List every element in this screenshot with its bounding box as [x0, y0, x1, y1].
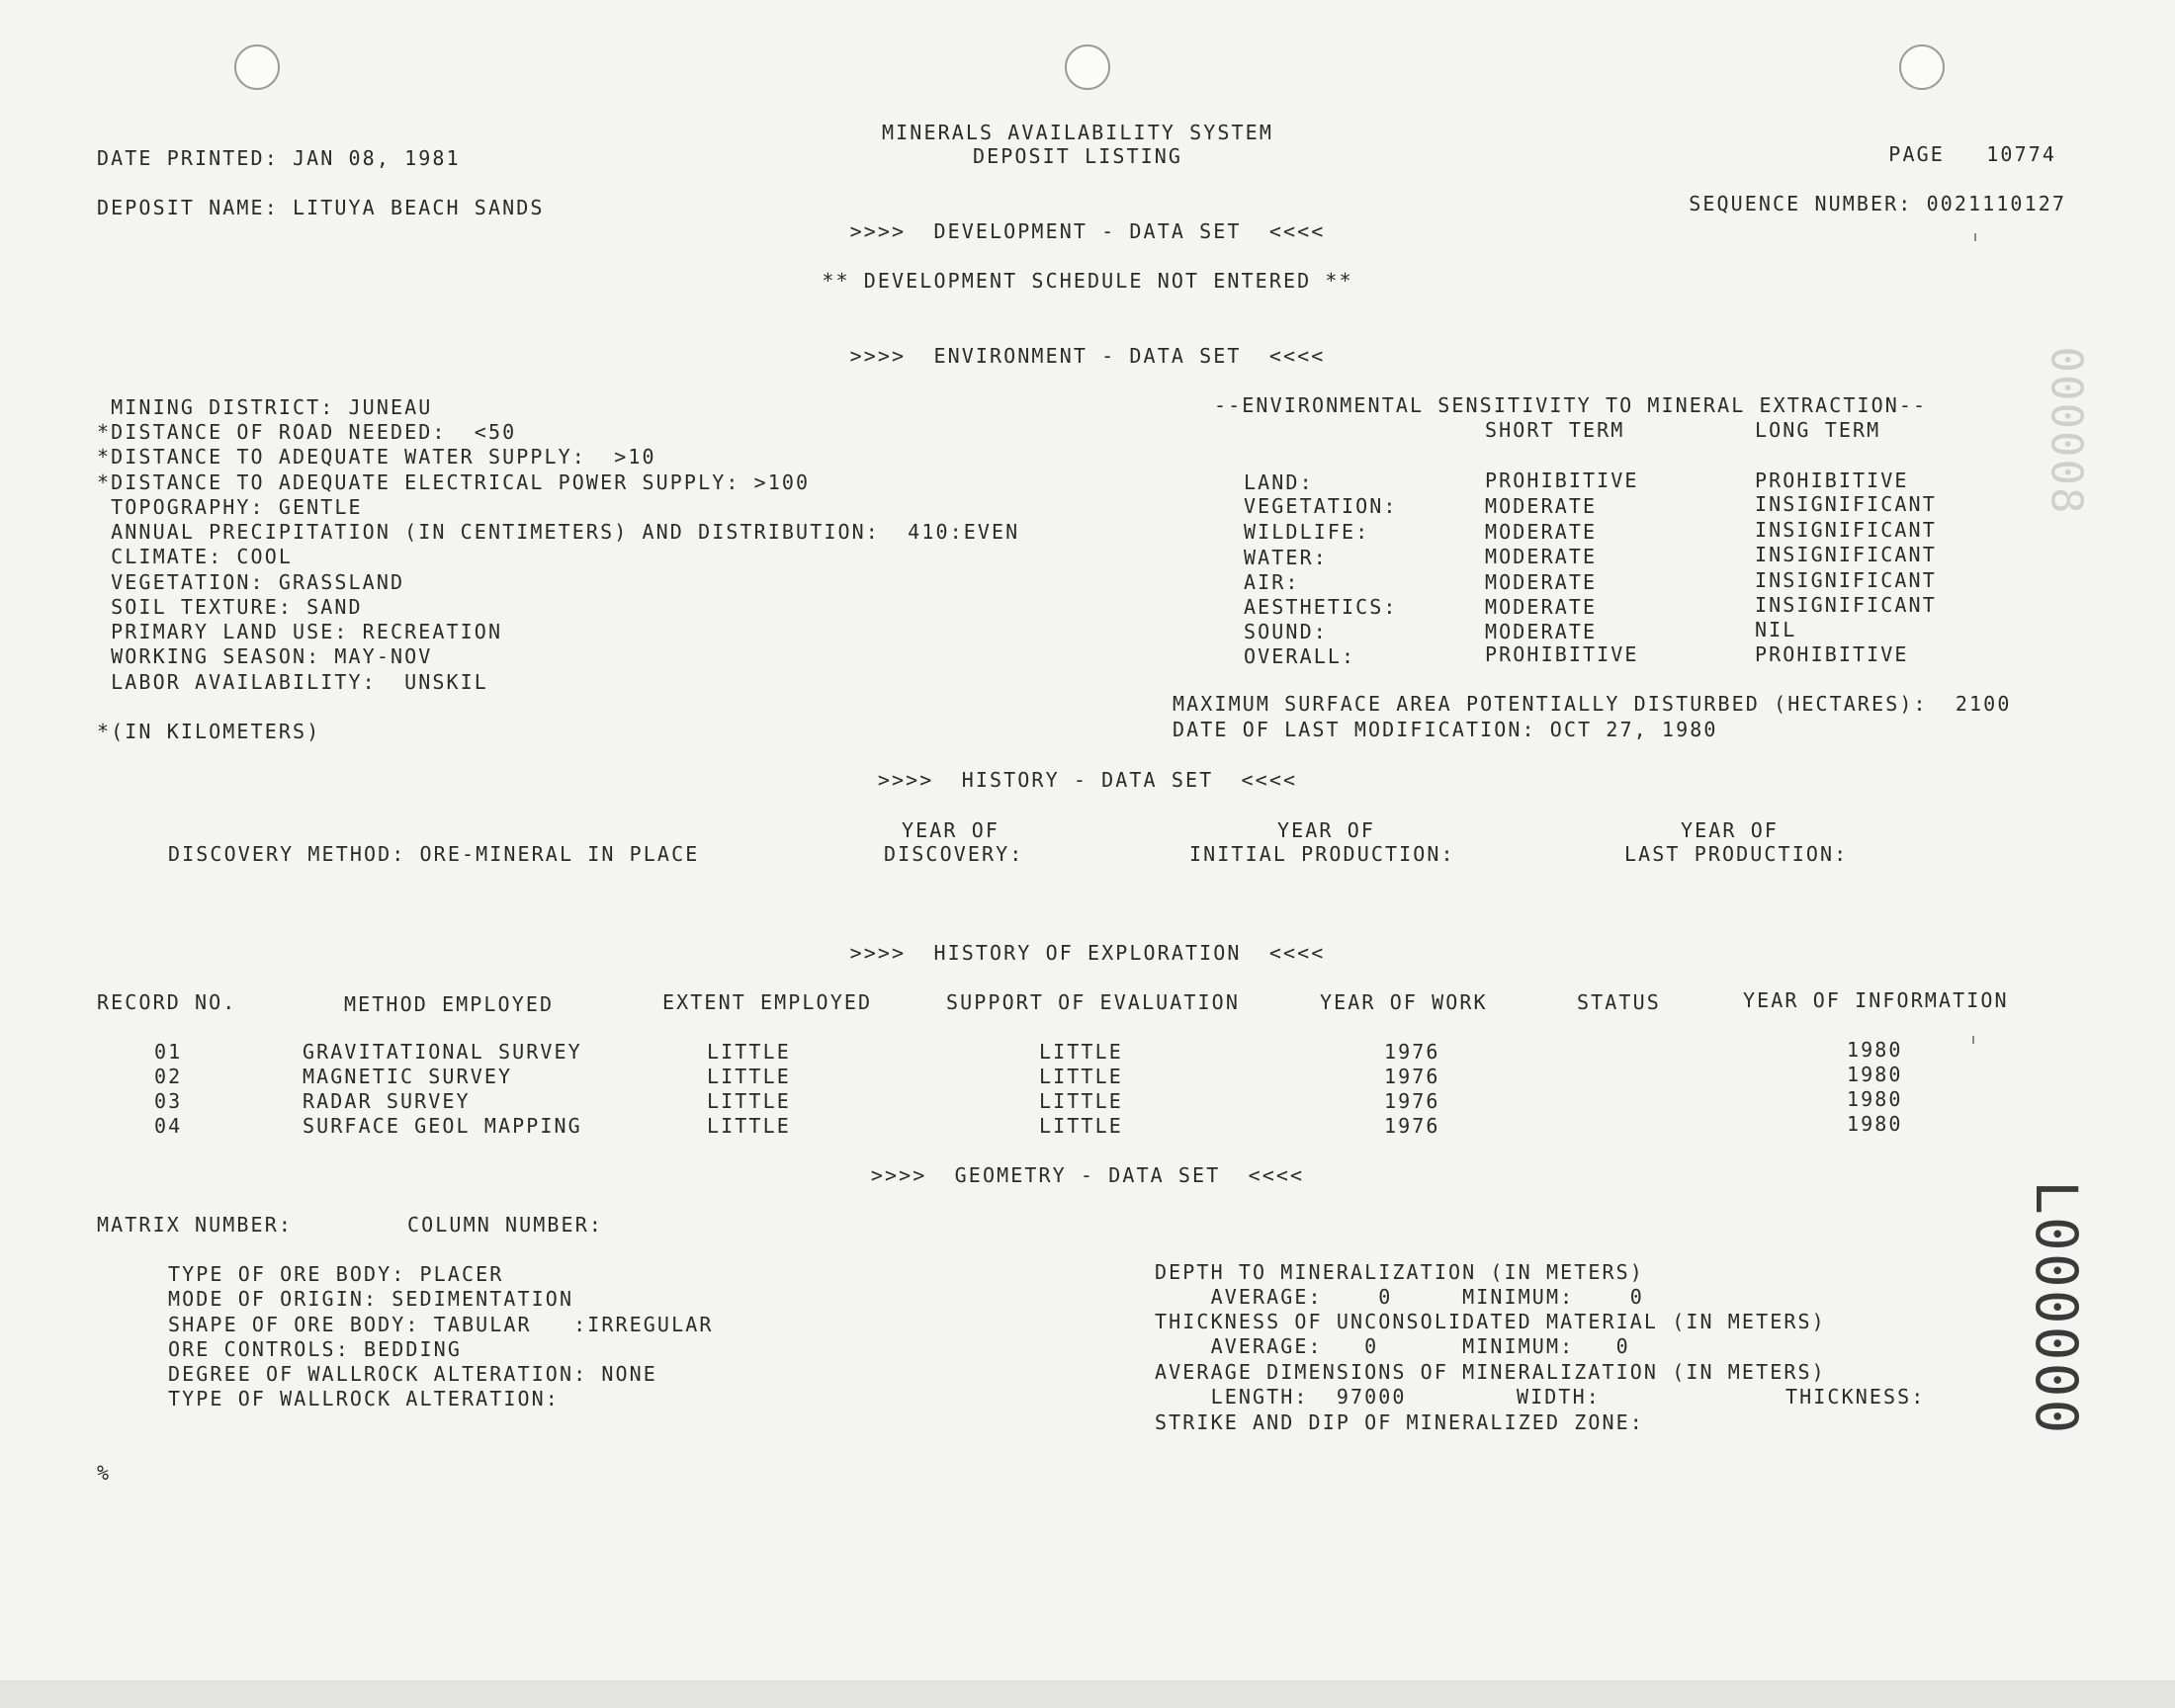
sensitivity-long: PROHIBITIVE [1755, 469, 1909, 492]
initial-production-label-2: INITIAL PRODUCTION: [1189, 842, 1455, 866]
env-line: SOIL TEXTURE: SAND [97, 595, 363, 619]
table-cell-record: 04 [154, 1114, 183, 1138]
sensitivity-short: MODERATE [1485, 545, 1598, 568]
env-line: *DISTANCE TO ADEQUATE ELECTRICAL POWER SUPPLY: >100 [97, 470, 811, 494]
col-header-year-work: YEAR OF WORK [1320, 990, 1488, 1014]
table-cell-method: MAGNETIC SURVEY [303, 1065, 513, 1088]
short-term-label: SHORT TERM [1485, 418, 1625, 442]
development-note: ** DEVELOPMENT SCHEDULE NOT ENTERED ** [822, 269, 1353, 293]
year-of-discovery-label-1: YEAR OF [902, 818, 1000, 842]
last-production-label-2: LAST PRODUCTION: [1624, 842, 1849, 866]
sensitivity-long: INSIGNIFICANT [1755, 543, 1937, 566]
exploration-heading: >>>> HISTORY OF EXPLORATION <<<< [849, 941, 1326, 965]
geometry-line: DEGREE OF WALLROCK ALTERATION: NONE [168, 1362, 657, 1386]
print-mark [1972, 1036, 1974, 1044]
last-production-label-1: YEAR OF [1681, 818, 1779, 842]
table-cell-year-info: 1980 [1847, 1038, 1903, 1062]
year-of-discovery-label-2: DISCOVERY: [884, 842, 1024, 866]
width-label: WIDTH: [1517, 1385, 1601, 1409]
geometry-line: TYPE OF ORE BODY: PLACER [168, 1262, 504, 1286]
env-line: TOPOGRAPHY: GENTLE [97, 495, 363, 519]
initial-production-label-1: YEAR OF [1277, 818, 1375, 842]
sensitivity-short: PROHIBITIVE [1485, 469, 1639, 492]
sensitivity-long: NIL [1755, 618, 1797, 641]
stamp-number: L000000 [2023, 1180, 2090, 1436]
punch-hole-center [1065, 44, 1110, 90]
sensitivity-factor: AESTHETICS: [1244, 595, 1398, 619]
sensitivity-title: --ENVIRONMENTAL SENSITIVITY TO MINERAL EXTRACTION-- [1214, 393, 1928, 417]
length-value: LENGTH: 97000 [1155, 1385, 1407, 1409]
geometry-line: MODE OF ORIGIN: SEDIMENTATION [168, 1287, 574, 1311]
sensitivity-short: PROHIBITIVE [1485, 642, 1639, 666]
table-cell-support: LITTLE [1039, 1040, 1123, 1064]
development-heading: >>>> DEVELOPMENT - DATA SET <<<< [849, 219, 1326, 243]
sensitivity-short: MODERATE [1485, 595, 1598, 619]
table-cell-record: 01 [154, 1040, 183, 1064]
table-cell-record: 02 [154, 1065, 183, 1088]
table-cell-support: LITTLE [1039, 1065, 1123, 1088]
col-header-support: SUPPORT OF EVALUATION [946, 990, 1240, 1014]
sensitivity-factor: SOUND: [1244, 620, 1328, 643]
env-line: *DISTANCE TO ADEQUATE WATER SUPPLY: >10 [97, 445, 656, 469]
table-cell-support: LITTLE [1039, 1089, 1123, 1113]
sensitivity-long: INSIGNIFICANT [1755, 568, 1937, 592]
col-header-extent: EXTENT EMPLOYED [662, 990, 873, 1014]
page-number: PAGE 10774 [1888, 142, 2056, 166]
scan-margin [0, 1680, 2175, 1708]
table-cell-support: LITTLE [1039, 1114, 1123, 1138]
sensitivity-factor: LAND: [1244, 470, 1314, 494]
env-line: LABOR AVAILABILITY: UNSKIL [97, 670, 488, 694]
sensitivity-long: PROHIBITIVE [1755, 642, 1909, 666]
table-cell-method: SURFACE GEOL MAPPING [303, 1114, 582, 1138]
table-cell-year-work: 1976 [1384, 1040, 1440, 1064]
depth-values: AVERAGE: 0 MINIMUM: 0 [1155, 1285, 1644, 1309]
sensitivity-factor: VEGETATION: [1244, 494, 1398, 518]
geometry-line: SHAPE OF ORE BODY: TABULAR :IRREGULAR [168, 1313, 714, 1336]
table-cell-extent: LITTLE [707, 1065, 791, 1088]
table-cell-extent: LITTLE [707, 1089, 791, 1113]
table-cell-extent: LITTLE [707, 1114, 791, 1138]
sensitivity-long: INSIGNIFICANT [1755, 593, 1937, 617]
sensitivity-factor: AIR: [1244, 570, 1300, 594]
thickness-label: THICKNESS: [1785, 1385, 1926, 1409]
max-surface-area: MAXIMUM SURFACE AREA POTENTIALLY DISTURBED (HECTARES): 2100 [1173, 692, 2012, 716]
thickness-values: AVERAGE: 0 MINIMUM: 0 [1155, 1334, 1630, 1358]
column-number: COLUMN NUMBER: [407, 1213, 603, 1237]
col-header-method: METHOD EMPLOYED [344, 992, 555, 1016]
env-line: WORKING SEASON: MAY-NOV [97, 644, 433, 668]
discovery-method: DISCOVERY METHOD: ORE-MINERAL IN PLACE [168, 842, 700, 866]
long-term-label: LONG TERM [1755, 418, 1881, 442]
dimensions-title: AVERAGE DIMENSIONS OF MINERALIZATION (IN METERS) [1155, 1360, 1826, 1384]
env-line: MINING DISTRICT: JUNEAU [97, 395, 433, 419]
sensitivity-long: INSIGNIFICANT [1755, 492, 1937, 516]
col-header-record: RECORD NO. [97, 990, 237, 1014]
sensitivity-short: MODERATE [1485, 520, 1598, 544]
sensitivity-factor: WILDLIFE: [1244, 520, 1370, 544]
table-cell-year-work: 1976 [1384, 1065, 1440, 1088]
sensitivity-short: MODERATE [1485, 570, 1598, 594]
env-line: *DISTANCE OF ROAD NEEDED: <50 [97, 420, 517, 444]
table-cell-year-work: 1976 [1384, 1089, 1440, 1113]
sensitivity-factor: WATER: [1244, 546, 1328, 569]
col-header-year-info: YEAR OF INFORMATION [1743, 988, 2009, 1012]
env-line: VEGETATION: GRASSLAND [97, 570, 405, 594]
table-cell-record: 03 [154, 1089, 183, 1113]
sensitivity-short: MODERATE [1485, 620, 1598, 643]
table-cell-year-info: 1980 [1847, 1112, 1903, 1136]
punch-hole-left [234, 44, 280, 90]
env-line: ANNUAL PRECIPITATION (IN CENTIMETERS) AND DISTRIBUTION: 410:EVEN [97, 520, 1020, 544]
table-cell-year-info: 1980 [1847, 1063, 1903, 1086]
geometry-line: TYPE OF WALLROCK ALTERATION: [168, 1387, 560, 1410]
punch-hole-right [1899, 44, 1945, 90]
stamp-number-faint: 000008 [2041, 346, 2092, 516]
system-title: MINERALS AVAILABILITY SYSTEM [882, 121, 1273, 144]
sequence-number: SEQUENCE NUMBER: 0021110127 [1689, 192, 2066, 215]
thickness-title: THICKNESS OF UNCONSOLIDATED MATERIAL (IN METERS) [1155, 1310, 1826, 1333]
environment-heading: >>>> ENVIRONMENT - DATA SET <<<< [849, 344, 1326, 368]
listing-title: DEPOSIT LISTING [972, 144, 1183, 168]
depth-title: DEPTH TO MINERALIZATION (IN METERS) [1155, 1260, 1644, 1284]
table-cell-extent: LITTLE [707, 1040, 791, 1064]
last-modification-date: DATE OF LAST MODIFICATION: OCT 27, 1980 [1173, 718, 1718, 741]
kilometers-footnote: *(IN KILOMETERS) [97, 720, 321, 743]
sensitivity-short: MODERATE [1485, 494, 1598, 518]
table-cell-year-work: 1976 [1384, 1114, 1440, 1138]
env-line: CLIMATE: COOL [97, 545, 293, 568]
deposit-name: DEPOSIT NAME: LITUYA BEACH SANDS [97, 196, 545, 219]
matrix-number: MATRIX NUMBER: [97, 1213, 293, 1237]
strike-dip-label: STRIKE AND DIP OF MINERALIZED ZONE: [1155, 1410, 1644, 1434]
date-printed: DATE PRINTED: JAN 08, 1981 [97, 146, 461, 170]
table-cell-method: RADAR SURVEY [303, 1089, 471, 1113]
sensitivity-factor: OVERALL: [1244, 644, 1356, 668]
history-heading: >>>> HISTORY - DATA SET <<<< [877, 768, 1298, 792]
end-mark: % [97, 1461, 112, 1485]
env-line: PRIMARY LAND USE: RECREATION [97, 620, 503, 643]
print-mark [1974, 233, 1976, 241]
sensitivity-long: INSIGNIFICANT [1755, 518, 1937, 542]
geometry-heading: >>>> GEOMETRY - DATA SET <<<< [870, 1163, 1305, 1187]
table-cell-year-info: 1980 [1847, 1087, 1903, 1111]
table-cell-method: GRAVITATIONAL SURVEY [303, 1040, 582, 1064]
col-header-status: STATUS [1577, 990, 1661, 1014]
geometry-line: ORE CONTROLS: BEDDING [168, 1337, 462, 1361]
